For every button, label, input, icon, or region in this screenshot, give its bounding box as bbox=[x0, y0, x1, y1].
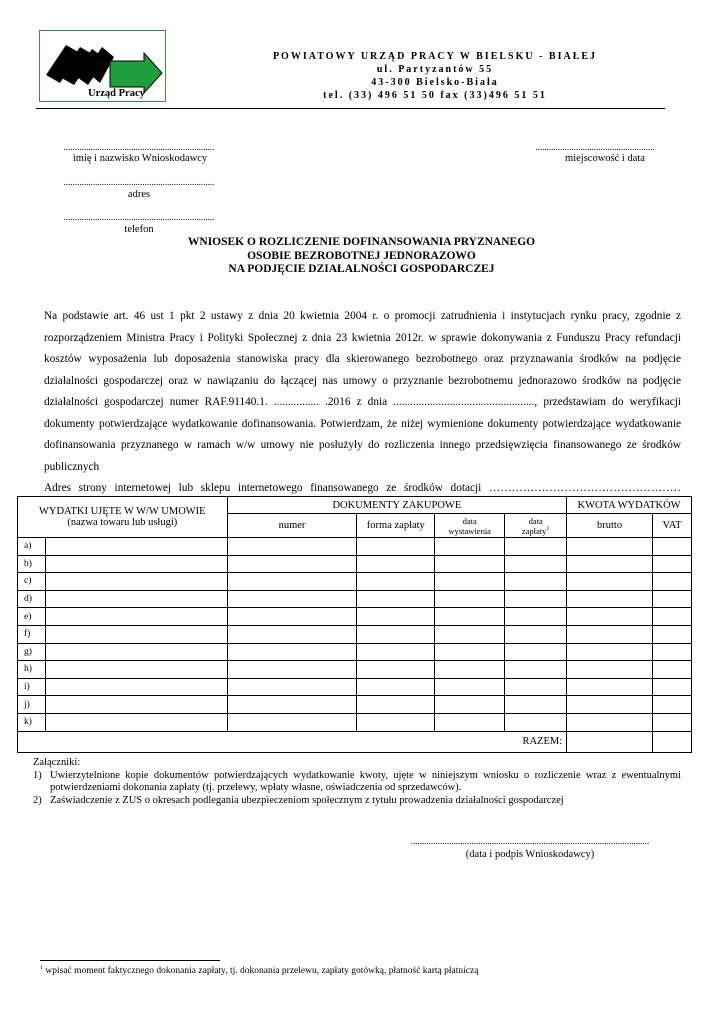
expenses-rows bbox=[18, 538, 692, 732]
legal-basis-text: Na podstawie art. 46 ust 1 pkt 2 ustawy z dnia 20 kwietnia 2004 r. o promocji zatrudnienia i instytucjach rynku pracy, zgodnie z rozporządzeniem Ministra Pracy i Polityki Społecznej z dnia 23 kwietnia 2012r. w sprawie dokonywania z Funduszu Pracy refundacji kosztów wyposażenia lub doposażenia stanowiska pracy dla skierowanego bezrobotnego oraz przyznawania środków na podjęcie działalności gospodarczej oraz w nawiązaniu do łączącej nas umowy o przyznanie bezrobotnemu jednorazowo środków na podjęcie działalności gospodarczej numer RAF.91140.1. ................ .2016 z dnia .................................................., przedstawiam do weryfikacji dokumenty potwierdzające wydatkowanie dofinansowania. Potwierdzam, że niżej wymienione dokumenty potwierdzające wydatkowanie dofinansowania przyznanego w ramach w/w umowy nie posłużyły do rozliczenia innego przedsięwzięcia finansowanego ze środków publicznych bbox=[44, 310, 681, 473]
footnote-divider bbox=[40, 960, 220, 961]
place-date-field[interactable]: ..................................................... bbox=[535, 142, 655, 152]
item-name-cell[interactable] bbox=[45, 608, 227, 626]
issue-date-column-header: data wystawienia bbox=[435, 514, 505, 538]
issue-date-cell[interactable] bbox=[435, 590, 505, 608]
payment-form-cell[interactable] bbox=[357, 678, 435, 696]
table-row bbox=[18, 713, 692, 731]
row-label: d) bbox=[18, 590, 46, 608]
number-cell[interactable] bbox=[227, 590, 357, 608]
attachment-item: 2) Zaświadczenie z ZUS o okresach podlegania ubezpieczeniom społecznym z tytułu prowadzenia działalności gospodarczej bbox=[33, 794, 564, 806]
total-label: RAZEM: bbox=[18, 731, 567, 752]
item-name-cell[interactable] bbox=[45, 696, 227, 714]
documents-group-header: DOKUMENTY ZAKUPOWE bbox=[227, 497, 567, 514]
payment-form-cell[interactable] bbox=[357, 625, 435, 643]
attachment-item: 1) Uwierzytelnione kopie dokumentów potwierdzających wydatkowanie kwoty, ujęte w niniejszym wniosku o rozliczenie wraz z ewentualnymi potwierdzeniami dokonania zapłaty (tj. przelewy, wpłaty własne, oświadczenia od sprzedawców). bbox=[33, 769, 681, 793]
payment-date-cell[interactable] bbox=[505, 555, 567, 573]
number-cell[interactable] bbox=[227, 678, 357, 696]
gross-cell[interactable] bbox=[567, 573, 653, 591]
issue-date-cell[interactable] bbox=[435, 608, 505, 626]
vat-cell[interactable] bbox=[653, 590, 692, 608]
issue-date-cell[interactable] bbox=[435, 696, 505, 714]
payment-form-cell[interactable] bbox=[357, 608, 435, 626]
signature-label: (data i podpis Wnioskodawcy) bbox=[465, 849, 595, 860]
number-cell[interactable] bbox=[227, 608, 357, 626]
vat-cell[interactable] bbox=[653, 661, 692, 679]
office-phone: tel. (33) 496 51 50 fax (33)496 51 51 bbox=[323, 90, 547, 101]
address-field[interactable]: ................................................................... bbox=[63, 177, 215, 187]
attachments-heading: Załączniki: bbox=[33, 757, 81, 768]
table-row bbox=[18, 608, 692, 626]
table-row bbox=[18, 590, 692, 608]
issue-date-cell[interactable] bbox=[435, 538, 505, 556]
payment-date-cell[interactable] bbox=[505, 608, 567, 626]
issue-date-cell[interactable] bbox=[435, 573, 505, 591]
table-row bbox=[18, 538, 692, 556]
logo-text: Urząd Pracy bbox=[88, 88, 145, 99]
gross-cell[interactable] bbox=[567, 661, 653, 679]
item-name-cell[interactable] bbox=[45, 538, 227, 556]
item-name-cell[interactable] bbox=[45, 661, 227, 679]
place-date-label: miejscowość i data bbox=[565, 153, 645, 164]
gross-cell[interactable] bbox=[567, 713, 653, 731]
row-label: b) bbox=[18, 555, 46, 573]
table-row bbox=[18, 643, 692, 661]
gross-cell[interactable] bbox=[567, 696, 653, 714]
payment-date-cell[interactable] bbox=[505, 590, 567, 608]
payment-date-cell[interactable] bbox=[505, 538, 567, 556]
gross-cell[interactable] bbox=[567, 538, 653, 556]
gross-cell[interactable] bbox=[567, 555, 653, 573]
number-cell[interactable] bbox=[227, 625, 357, 643]
vat-cell[interactable] bbox=[653, 555, 692, 573]
payment-date-cell[interactable] bbox=[505, 643, 567, 661]
expenses-table bbox=[17, 496, 692, 753]
vat-cell[interactable] bbox=[653, 538, 692, 556]
phone-label: telefon bbox=[124, 224, 154, 235]
number-cell[interactable] bbox=[227, 661, 357, 679]
vat-cell[interactable] bbox=[653, 608, 692, 626]
row-label: c) bbox=[18, 573, 46, 591]
payment-form-cell[interactable] bbox=[357, 538, 435, 556]
gross-cell[interactable] bbox=[567, 608, 653, 626]
office-street: ul. Partyzantów 55 bbox=[376, 64, 494, 75]
vat-cell[interactable] bbox=[653, 678, 692, 696]
number-cell[interactable] bbox=[227, 696, 357, 714]
phone-field[interactable]: ................................................................... bbox=[63, 212, 215, 222]
body-paragraph bbox=[44, 306, 681, 500]
footnote-marker: 1 bbox=[546, 525, 550, 532]
number-cell[interactable] bbox=[227, 713, 357, 731]
row-label: a) bbox=[18, 538, 46, 556]
table-row bbox=[18, 555, 692, 573]
item-name-cell[interactable] bbox=[45, 590, 227, 608]
row-label: g) bbox=[18, 643, 46, 661]
office-name: POWIATOWY URZĄD PRACY W BIELSKU - BIAŁEJ bbox=[272, 51, 598, 62]
payment-form-cell[interactable] bbox=[357, 713, 435, 731]
name-field[interactable]: ................................................................... bbox=[63, 142, 215, 152]
website-address-line[interactable]: Adres strony internetowej lub sklepu internetowego finansowanego ze środków dotacji …………………………………………… bbox=[44, 482, 681, 494]
row-label: k) bbox=[18, 713, 46, 731]
payment-form-cell[interactable] bbox=[357, 643, 435, 661]
vat-cell[interactable] bbox=[653, 643, 692, 661]
item-name-cell[interactable] bbox=[45, 625, 227, 643]
expenses-column-header: WYDATKI UJĘTE W W/W UMOWIE (nazwa towaru lub usługi) bbox=[18, 497, 228, 538]
gross-cell[interactable] bbox=[567, 678, 653, 696]
vat-cell[interactable] bbox=[653, 573, 692, 591]
total-gross-cell[interactable] bbox=[567, 731, 653, 752]
table-row bbox=[18, 661, 692, 679]
vat-cell[interactable] bbox=[653, 625, 692, 643]
gross-cell[interactable] bbox=[567, 590, 653, 608]
payment-form-cell[interactable] bbox=[357, 696, 435, 714]
issue-date-cell[interactable] bbox=[435, 643, 505, 661]
payment-date-cell[interactable] bbox=[505, 625, 567, 643]
gross-cell[interactable] bbox=[567, 643, 653, 661]
payment-form-cell[interactable] bbox=[357, 661, 435, 679]
table-row bbox=[18, 678, 692, 696]
payment-date-cell[interactable] bbox=[505, 696, 567, 714]
table-row bbox=[18, 573, 692, 591]
office-city: 43-300 Bielsko-Biała bbox=[371, 77, 499, 88]
row-label: j) bbox=[18, 696, 46, 714]
row-label: i) bbox=[18, 678, 46, 696]
number-cell[interactable] bbox=[227, 643, 357, 661]
payment-form-cell[interactable] bbox=[357, 590, 435, 608]
item-name-cell[interactable] bbox=[45, 713, 227, 731]
table-row bbox=[18, 696, 692, 714]
total-vat-cell[interactable] bbox=[653, 731, 692, 752]
payment-date-cell[interactable] bbox=[505, 713, 567, 731]
payment-date-column-header: data zapłaty$^1$ bbox=[505, 514, 567, 538]
name-label: imię i nazwisko Wnioskodawcy bbox=[72, 153, 208, 164]
item-name-cell[interactable] bbox=[45, 678, 227, 696]
payment-form-cell[interactable] bbox=[357, 555, 435, 573]
number-column-header: numer bbox=[227, 514, 357, 538]
amount-group-header: KWOTA WYDATKÓW bbox=[567, 497, 692, 514]
issue-date-cell[interactable] bbox=[435, 713, 505, 731]
gross-column-header: brutto bbox=[567, 514, 653, 538]
row-label: h) bbox=[18, 661, 46, 679]
vat-column-header: VAT bbox=[653, 514, 692, 538]
issue-date-cell[interactable] bbox=[435, 661, 505, 679]
vat-cell[interactable] bbox=[653, 696, 692, 714]
payment-date-cell[interactable] bbox=[505, 573, 567, 591]
payment-date-cell[interactable] bbox=[505, 678, 567, 696]
attachments bbox=[33, 757, 681, 807]
number-cell[interactable] bbox=[227, 573, 357, 591]
logo bbox=[39, 30, 166, 102]
number-cell[interactable] bbox=[227, 555, 357, 573]
table-row bbox=[18, 625, 692, 643]
payment-form-cell[interactable] bbox=[357, 573, 435, 591]
signature-block[interactable]: .......................................................................................................... (data i podpis Wnioskodawcy) bbox=[380, 835, 680, 861]
issue-date-cell[interactable] bbox=[435, 555, 505, 573]
issue-date-cell[interactable] bbox=[435, 678, 505, 696]
gross-cell[interactable] bbox=[567, 625, 653, 643]
address-label: adres bbox=[127, 189, 151, 200]
row-label: e) bbox=[18, 608, 46, 626]
header-divider bbox=[36, 108, 665, 109]
document-title: WNIOSEK O ROZLICZENIE DOFINANSOWANIA PRYZNANEGO OSOBIE BEZROBOTNEJ JEDNORAZOWO NA PODJĘCIE DZIAŁALNOŚCI GOSPODARCZEJ bbox=[187, 236, 536, 275]
footnote: $^1$ wpisać moment faktycznego dokonania zapłaty, tj. dokonania przelewu, zapłaty gotówką, płatność kartą płatniczą bbox=[40, 964, 479, 976]
item-name-cell[interactable] bbox=[45, 573, 227, 591]
payment-form-column-header: forma zapłaty bbox=[357, 514, 435, 538]
item-name-cell[interactable] bbox=[45, 555, 227, 573]
vat-cell[interactable] bbox=[653, 713, 692, 731]
payment-date-cell[interactable] bbox=[505, 661, 567, 679]
office-header bbox=[185, 50, 685, 102]
issue-date-cell[interactable] bbox=[435, 625, 505, 643]
number-cell[interactable] bbox=[227, 538, 357, 556]
row-label: f) bbox=[18, 625, 46, 643]
item-name-cell[interactable] bbox=[45, 643, 227, 661]
